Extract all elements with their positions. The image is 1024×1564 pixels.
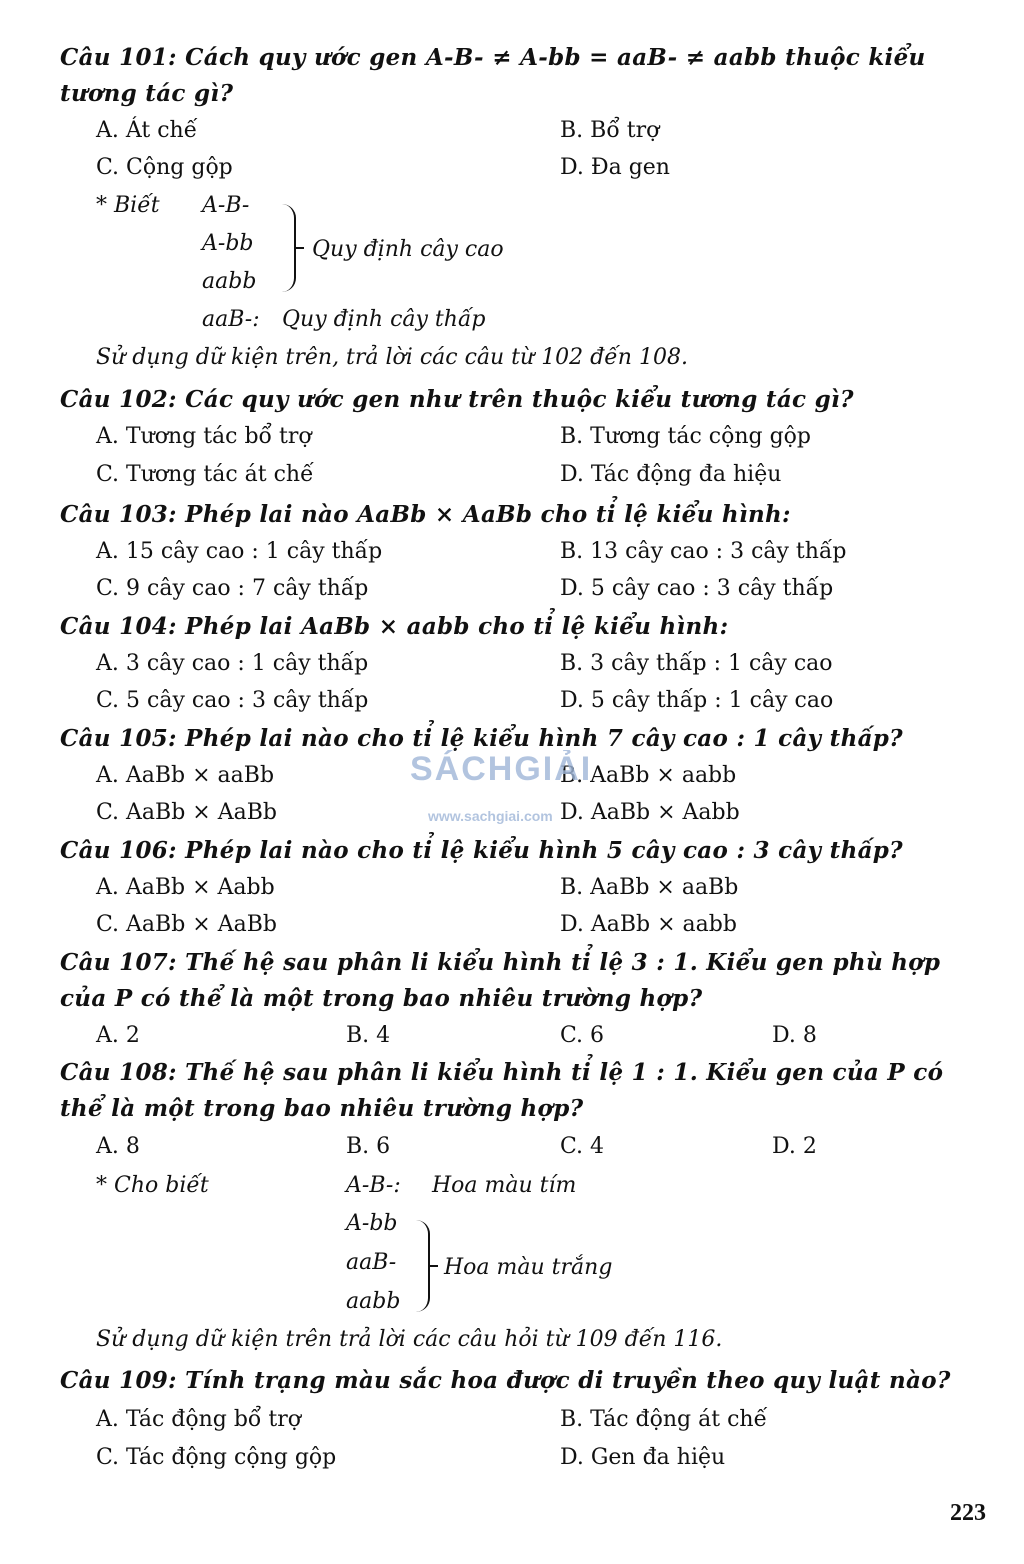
- question-104: Câu 104: Phép lai AaBb × aabb cho tỉ lệ kiểu hình:: [60, 613, 729, 640]
- question-106: Câu 106: Phép lai nào cho tỉ lệ kiểu hình 5 cây cao : 3 cây thấp?: [60, 837, 903, 864]
- given-label: * Biết: [96, 193, 160, 218]
- q103-option-b: B. 13 cây cao : 3 cây thấp: [560, 539, 847, 564]
- white-flower-rule: Hoa màu trắng: [444, 1255, 613, 1280]
- q104-option-a: A. 3 cây cao : 1 cây thấp: [96, 651, 369, 676]
- genotype-a-b: A-B-: [202, 193, 250, 218]
- q105-option-c: C. AaBb × AaBb: [96, 800, 277, 825]
- q102-option-a: A. Tương tác bổ trợ: [96, 424, 312, 449]
- q101-option-b: B. Bổ trợ: [560, 118, 660, 143]
- q109-option-d: D. Gen đa hiệu: [560, 1445, 726, 1470]
- instruction-102-108: Sử dụng dữ kiện trên, trả lời các câu từ 102 đến 108.: [96, 345, 688, 370]
- question-102: Câu 102: Các quy ước gen như trên thuộc kiểu tương tác gì?: [60, 386, 854, 413]
- page-number: 223: [950, 1500, 986, 1526]
- q105-option-d: D. AaBb × Aabb: [560, 800, 740, 825]
- q102-option-b: B. Tương tác cộng gộp: [560, 424, 811, 449]
- q103-option-a: A. 15 cây cao : 1 cây thấp: [96, 539, 383, 564]
- q105-option-a: A. AaBb × aaBb: [96, 763, 275, 788]
- q104-option-c: C. 5 cây cao : 3 cây thấp: [96, 688, 369, 713]
- q105-option-b: B. AaBb × aabb: [560, 763, 737, 788]
- purple-flower-rule: Hoa màu tím: [432, 1173, 577, 1198]
- q107-option-a: A. 2: [96, 1023, 140, 1048]
- q109-option-c: C. Tác động cộng gộp: [96, 1445, 337, 1470]
- question-101: Câu 101: Cách quy ước gen A-B- ≠ A-bb = aaB- ≠ aabb thuộc kiểu tương tác gì?: [60, 44, 926, 107]
- q107-option-d: D. 8: [772, 1023, 817, 1048]
- q106-option-c: C. AaBb × AaBb: [96, 912, 277, 937]
- q108-option-a: A. 8: [96, 1134, 140, 1159]
- tall-plant-rule: Quy định cây cao: [312, 237, 504, 262]
- curly-brace: [282, 204, 296, 292]
- q107-option-c: C. 6: [560, 1023, 605, 1048]
- genotype-white-a-bb: A-bb: [346, 1211, 398, 1236]
- q108-option-d: D. 2: [772, 1134, 817, 1159]
- q106-option-b: B. AaBb × aaBb: [560, 875, 739, 900]
- genotype-purple-a-b: A-B-:: [346, 1173, 401, 1198]
- curly-brace-2: [416, 1220, 430, 1312]
- genotype-aab: aaB-:: [202, 307, 260, 332]
- short-plant-rule: Quy định cây thấp: [282, 307, 486, 332]
- q101-option-c: C. Cộng gộp: [96, 155, 233, 180]
- q103-option-d: D. 5 cây cao : 3 cây thấp: [560, 576, 834, 601]
- q106-option-a: A. AaBb × Aabb: [96, 875, 275, 900]
- q104-option-d: D. 5 cây thấp : 1 cây cao: [560, 688, 834, 713]
- q109-option-a: A. Tác động bổ trợ: [96, 1407, 301, 1432]
- q106-option-d: D. AaBb × aabb: [560, 912, 737, 937]
- question-108: Câu 108: Thế hệ sau phân li kiểu hình tỉ lệ 1 : 1. Kiểu gen của P có thể là một trong bao nhiêu trường hợp?: [60, 1059, 944, 1122]
- q107-option-b: B. 4: [346, 1023, 391, 1048]
- genotype-white-aabb: aabb: [346, 1289, 401, 1314]
- q104-option-b: B. 3 cây thấp : 1 cây cao: [560, 651, 833, 676]
- question-109: Câu 109: Tính trạng màu sắc hoa được di truyền theo quy luật nào?: [60, 1367, 951, 1394]
- question-107: Câu 107: Thế hệ sau phân li kiểu hình tỉ lệ 3 : 1. Kiểu gen phù hợp của P có thể là một trong bao nhiêu trường hợp?: [60, 949, 941, 1012]
- question-105: Câu 105: Phép lai nào cho tỉ lệ kiểu hình 7 cây cao : 1 cây thấp?: [60, 725, 903, 752]
- q102-option-d: D. Tác động đa hiệu: [560, 462, 782, 487]
- q102-option-c: C. Tương tác át chế: [96, 462, 314, 487]
- q109-option-b: B. Tác động át chế: [560, 1407, 768, 1432]
- genotype-a-bb: A-bb: [202, 231, 254, 256]
- q101-option-a: A. Át chế: [96, 118, 198, 143]
- q108-option-b: B. 6: [346, 1134, 391, 1159]
- genotype-aabb: aabb: [202, 269, 257, 294]
- watermark-url: www.sachgiai.com: [428, 808, 553, 824]
- q101-option-d: D. Đa gen: [560, 155, 670, 180]
- given-label-2: * Cho biết: [96, 1173, 209, 1198]
- q108-option-c: C. 4: [560, 1134, 605, 1159]
- watermark-title: SÁCHGIẢI: [410, 750, 593, 788]
- brace-tip: [296, 247, 304, 249]
- instruction-109-116: Sử dụng dữ kiện trên trả lời các câu hỏi từ 109 đến 116.: [96, 1327, 723, 1352]
- watermark: [410, 750, 593, 824]
- brace-tip-2: [430, 1265, 438, 1267]
- question-103: Câu 103: Phép lai nào AaBb × AaBb cho tỉ lệ kiểu hình:: [60, 501, 791, 528]
- genotype-white-aab: aaB-: [346, 1250, 397, 1275]
- q103-option-c: C. 9 cây cao : 7 cây thấp: [96, 576, 369, 601]
